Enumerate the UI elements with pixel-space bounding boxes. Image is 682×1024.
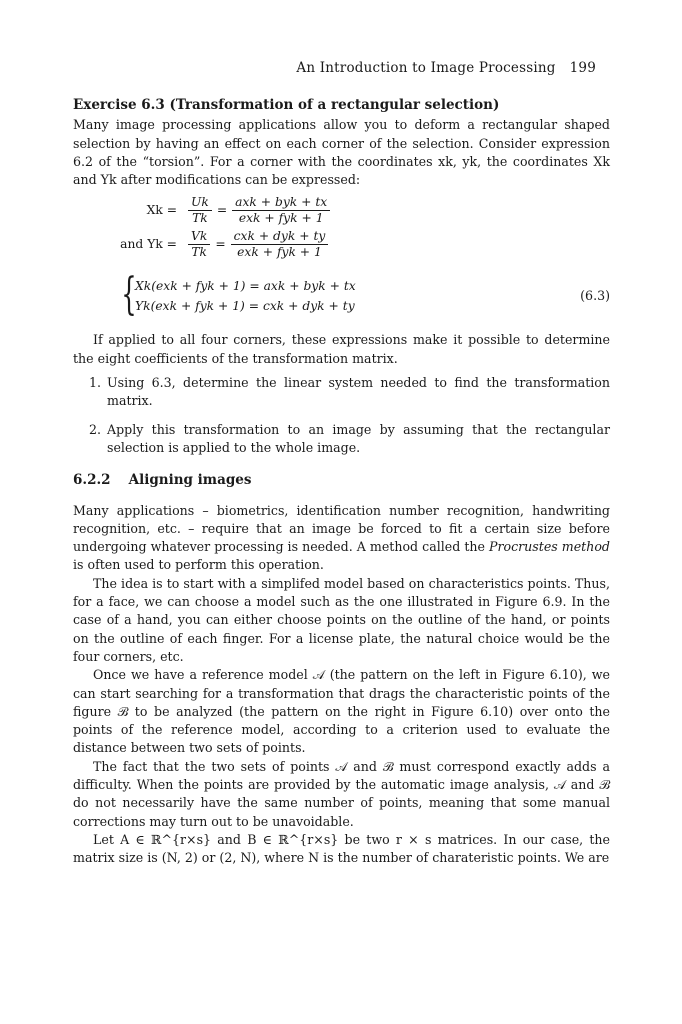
system-row-2: Yk(exk + fyk + 1) = cxk + dyk + ty [135,299,355,314]
equals-sign: = [216,203,228,218]
fraction-vk-tk [188,229,210,260]
list-item-number: 1. [89,375,102,391]
fraction-numerator: Vk [188,229,210,245]
running-header-title: An Introduction to Image Processing [296,60,556,76]
fraction-denominator: Tk [191,244,207,259]
exercise-title: Exercise 6.3 (Transformation of a rectangular selection) [73,97,500,113]
running-header [296,60,596,76]
section-number: 6.2.2 [73,472,111,489]
paragraph-1 [73,502,610,575]
left-brace-icon: { [121,269,137,321]
fraction-denominator: Tk [192,210,208,225]
equation-system [73,269,610,321]
fraction-numerator: axk + byk + tx [232,195,330,211]
equation-y [73,227,610,261]
fraction-numerator: cxk + dyk + ty [231,229,329,245]
paragraph-2: The idea is to start with a simplifed model based on characteristics points. Thus, for a face, we can choose a model such as the one illustrated in Figure 6.9. In the case of a hand, you can either choose points on the outline of the hand, or points on the outline of each finger. For a license plate, the natural choice would be the four corners, etc. [73,575,610,664]
fraction-denominator: exk + fyk + 1 [238,210,324,225]
paragraph-4: The fact that the two sets of points 𝒜 and ℬ must correspond exactly adds a difficulty. When the points are provided by the automatic image analysis, 𝒜 and ℬ do not necessarily have the same number of points, meaning that some manual corrections may turn out to be unavoidable. [73,758,610,829]
exercise-intro: Many image processing applications allow you to deform a rectangular shaped selection by having an effect on each corner of the selection. Consider expression 6.2 of the “torsion”. For a corner with the coordinates xk, yk, the coordinates Xk and Yk after modifications can be expressed: [73,117,610,188]
equation-x-lhs: Xk = [146,203,177,218]
fraction-y-expanded [231,229,329,260]
fraction-denominator: exk + fyk + 1 [237,244,322,259]
section-title: Aligning images [128,472,252,489]
equals-sign: = [215,237,226,252]
list-item [73,421,610,458]
procrustes-term: Procrustes method [489,539,610,555]
list-item-number: 2. [89,421,102,437]
exercise-list [73,374,610,457]
fraction-numerator: Uk [188,195,212,211]
coordinate-equations [73,193,610,261]
equation-number: (6.3) [580,288,610,304]
list-item-text: Using 6.3, determine the linear system needed to find the transformation matrix. [107,375,610,409]
section-heading [73,471,610,489]
paragraph-text: is often used to perform this operation. [73,557,324,573]
system-row-1: Xk(exk + fyk + 1) = axk + byk + tx [135,279,356,294]
list-item-text: Apply this transformation to an image by assuming that the rectangular selection is applied to the whole image. [107,421,610,455]
fraction-x-expanded [232,195,330,226]
equation-x [73,193,610,227]
paragraph-5: Let A ∈ ℝ^{r×s} and B ∈ ℝ^{r×s} be two r × s matrices. In our case, the matrix size is (N, 2) or (2, N), where N is the number of charateristic points. We are [73,831,610,866]
list-item [73,374,610,411]
paragraph-after-system: If applied to all four corners, these expressions make it possible to determine the eight coefficients of the transformation matrix. [73,332,610,366]
paragraph-3: Once we have a reference model 𝒜 (the pattern on the left in Figure 6.10), we can start searching for a transformation that drags the characteristic points of the figure ℬ to be analyzed (the pattern on the right in Figure 6.10) over onto the points of the reference model, according to a criterion used to evaluate the distance between two sets of points. [73,667,610,756]
paragraph-text: Many applications – biometrics, identification number recognition, handwriting recognition, etc. – require that an image be forced to fit a certain size before undergoing whatever processing is needed. A method called the [73,502,610,555]
fraction-uk-tk [188,195,212,226]
equation-y-lhs: and Yk = [120,237,177,252]
page-body [73,96,610,868]
page-number: 199 [569,60,596,76]
